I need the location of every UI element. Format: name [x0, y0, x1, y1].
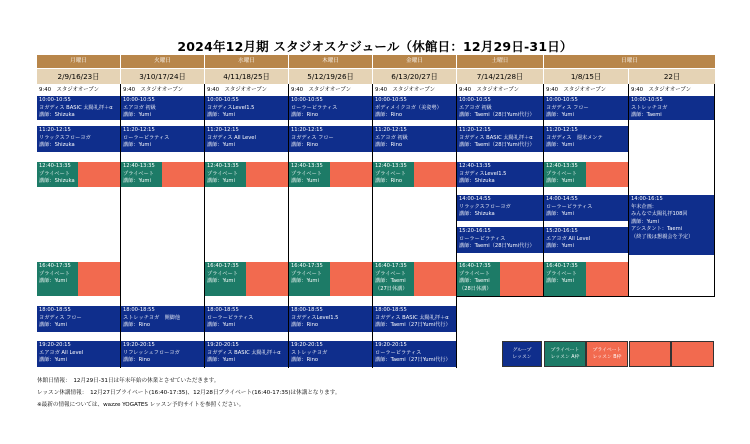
private-lesson-b[interactable]	[78, 162, 120, 187]
lesson-block[interactable]: 11:20-12:15 エアヨガ 初級 講師：Rino	[373, 126, 456, 152]
dates-mon: 2/9/16/23日	[37, 68, 121, 84]
day-header-sat: 土曜日	[457, 55, 544, 68]
lesson-block[interactable]: 11:20-12:15 ヨガディス 週末メンテ 講師：Yumi	[544, 126, 628, 152]
day-header-wed: 水曜日	[205, 55, 289, 68]
legend-swatch	[629, 341, 671, 367]
lesson-block[interactable]: 11:20-12:15 ヨガディス All Level 講師：Yumi	[205, 126, 288, 152]
lesson-block[interactable]: 14:00-14:55 リラックスフローヨガ 講師：Shizuka	[457, 195, 543, 221]
grid-line	[456, 296, 715, 297]
dates-fri: 6/13/20/27日	[373, 68, 457, 84]
lesson-block[interactable]: 12:40-13:35 ヨガディスLevel1.5 講師：Shizuka	[457, 162, 543, 187]
private-lesson-b[interactable]	[586, 262, 628, 296]
lesson-block[interactable]: 11:20-12:15 ヨガディス BASIC 太陽礼拝＋α 講師：Taemi（28日Yumi代行）	[457, 126, 543, 152]
lesson-block[interactable]: 10:00-10:55 ヨガディスLevel1.5 講師：Yumi	[205, 96, 288, 120]
day-header-mon: 月曜日	[37, 55, 121, 68]
grid-line	[288, 84, 289, 368]
private-lesson-b[interactable]	[414, 162, 456, 187]
page-title: 2024年12月期 スタジオスケジュール（休館日：12月29日-31日）	[177, 39, 573, 54]
day-header-sun: 日曜日	[544, 55, 715, 68]
closure-note: 休館日情報： 12月29日-31日は年末年始の休業とさせていただきます。	[37, 378, 220, 384]
lesson-block[interactable]: 10:00-10:55 エアヨガ 初級 講師：Yumi	[121, 96, 204, 120]
studio-open: 9:40 スタジオオープン	[291, 87, 351, 93]
private-lesson-a[interactable]: 16:40-17:35 プライベート 講師：Yumi	[205, 262, 246, 296]
dates-wed: 4/11/18/25日	[205, 68, 289, 84]
studio-open: 9:40 スタジオオープン	[207, 87, 267, 93]
day-header-thu: 木曜日	[289, 55, 373, 68]
grid-line	[456, 84, 457, 368]
studio-open: 9:40 スタジオオープン	[375, 87, 435, 93]
lesson-block[interactable]: 10:00-10:55 エアヨガ 初級 講師：Taemi（28日Yumi代行）	[457, 96, 543, 120]
private-lesson-b[interactable]	[162, 162, 204, 187]
private-lesson-a[interactable]: 16:40-17:35 プライベート 講師：Yumi	[544, 262, 586, 296]
lesson-block[interactable]: 19:20-20:15 ローラーピラティス 講師：Taemi（27日Yumi代行）	[373, 341, 456, 367]
private-lesson-a[interactable]: 16:40-17:35 プライベート 講師：Yumi	[37, 262, 78, 296]
private-lesson-b[interactable]	[586, 162, 628, 187]
lesson-block[interactable]: 14:00-14:55 ローラーピラティス 講師：Yumi	[544, 195, 628, 221]
legend-private-b: プライベート レッスン B枠	[586, 341, 628, 367]
studio-open: 9:40 スタジオオープン	[123, 87, 183, 93]
private-lesson-b[interactable]	[330, 262, 372, 296]
lesson-block[interactable]: 10:00-10:55 ローラーピラティス 講師：Rino	[289, 96, 372, 120]
private-lesson-b[interactable]	[78, 262, 120, 296]
studio-open: 9:40 スタジオオープン	[39, 87, 99, 93]
lesson-block[interactable]: 18:00-18:55 ヨガディスLevel1.5 講師：Rino	[289, 306, 372, 332]
lesson-block[interactable]: 18:00-18:55 ローラーピラティス 講師：Yumi	[205, 306, 288, 332]
grid-line	[714, 84, 715, 297]
info-note: ※最新の情報については、wazze YOGATES レッスン予約サイトを参照ください。	[37, 402, 245, 408]
lesson-block[interactable]: 18:00-18:55 ヨガディス フロー 講師：Yumi	[37, 306, 120, 332]
private-lesson-a[interactable]: 12:40-13:35 プライベート 講師：Yumi	[121, 162, 162, 187]
studio-open: 9:40 スタジオオープン	[631, 87, 691, 93]
lesson-block[interactable]: 11:20-12:15 リラックスフローヨガ 講師：Shizuka	[37, 126, 120, 152]
lesson-block[interactable]: 15:20-16:15 エアヨガ All Level 講師：Yumi	[544, 227, 628, 253]
lesson-block[interactable]: 18:00-18:55 ストレッチヨガ 開脚他 講師：Rino	[121, 306, 204, 332]
grid-line	[543, 84, 544, 297]
special-event-block[interactable]: 14:00-16:15 年末企画： みんなで太陽礼拝108回 講師：Yumi アシスタント：Taemi （終了後は懇親会を予定）	[629, 195, 715, 255]
day-header-tue: 火曜日	[121, 55, 205, 68]
grid-line	[120, 84, 121, 368]
private-lesson-a[interactable]: 12:40-13:35 プライベート 講師：Yumi	[544, 162, 586, 187]
private-lesson-a[interactable]: 12:40-13:35 プライベート 講師：Yumi	[289, 162, 330, 187]
cancellation-note: レッスン休講情報： 12月27日プライベート(16:40-17:35)、12月28日プライベート(16:40-17:35)は休講となります。	[37, 390, 341, 396]
private-lesson-a[interactable]: 16:40-17:35 プライベート 講師：Yumi	[289, 262, 330, 296]
legend-private-a: プライベート レッスン A枠	[544, 341, 586, 367]
private-lesson-b[interactable]	[246, 262, 288, 296]
lesson-block[interactable]: 10:00-10:55 ボディメイクヨガ（美姿勢） 講師：Rino	[373, 96, 456, 120]
private-lesson-b[interactable]	[500, 262, 543, 296]
day-header-fri: 金曜日	[373, 55, 457, 68]
lesson-block[interactable]: 19:20-20:15 ヨガディス BASIC 太陽礼拝＋α 講師：Yumi	[205, 341, 288, 367]
dates-sun-b: 22日	[629, 68, 715, 84]
studio-open: 9:40 スタジオオープン	[546, 87, 606, 93]
private-lesson-b[interactable]	[246, 162, 288, 187]
lesson-block[interactable]: 19:20-20:15 リフレッシュフローヨガ 講師：Rino	[121, 341, 204, 367]
private-lesson-b[interactable]	[414, 262, 456, 296]
dates-tue: 3/10/17/24日	[121, 68, 205, 84]
dates-thu: 5/12/19/26日	[289, 68, 373, 84]
dates-sat: 7/14/21/28日	[457, 68, 544, 84]
grid-line	[372, 84, 373, 368]
lesson-block[interactable]: 19:20-20:15 エアヨガ All Level 講師：Yumi	[37, 341, 120, 367]
lesson-block[interactable]: 10:00-10:55 ヨガディス フロー 講師：Yumi	[544, 96, 628, 120]
lesson-block[interactable]: 11:20-12:15 ローラーピラティス 講師：Yumi	[121, 126, 204, 152]
private-lesson-a[interactable]: 12:40-13:35 プライベート 講師：Rino	[373, 162, 414, 187]
grid-line	[204, 84, 205, 368]
legend-group: グループ レッスン	[502, 341, 542, 367]
lesson-block[interactable]: 15:20-16:15 ローラーピラティス 講師：Taemi（28日Yumi代行）	[457, 227, 543, 253]
lesson-block[interactable]: 10:00-10:55 ストレッチヨガ 講師：Taemi	[629, 96, 715, 120]
legend-swatch	[671, 341, 714, 367]
private-lesson-a[interactable]: 16:40-17:35 プライベート 講師：Taemi （27日休講）	[373, 262, 414, 296]
studio-open: 9:40 スタジオオープン	[459, 87, 519, 93]
lesson-block[interactable]: 10:00-10:55 ヨガディス BASIC 太陽礼拝＋α 講師：Shizuka	[37, 96, 120, 120]
private-lesson-a[interactable]: 12:40-13:35 プライベート 講師：Shizuka	[37, 162, 78, 187]
private-lesson-a[interactable]: 16:40-17:35 プライベート 講師：Taemi （28日休講）	[457, 262, 500, 296]
lesson-block[interactable]: 19:20-20:15 ストレッチヨガ 講師：Rino	[289, 341, 372, 367]
private-lesson-a[interactable]: 12:40-13:35 プライベート 講師：Yumi	[205, 162, 246, 187]
lesson-block[interactable]: 11:20-12:15 ヨガディス フロー 講師：Rino	[289, 126, 372, 152]
lesson-block[interactable]: 18:00-18:55 ヨガディス BASIC 太陽礼拝＋α 講師：Taemi（27日Yumi代行）	[373, 306, 456, 332]
private-lesson-b[interactable]	[330, 162, 372, 187]
dates-sun-a: 1/8/15日	[544, 68, 629, 84]
grid-line	[628, 84, 629, 297]
